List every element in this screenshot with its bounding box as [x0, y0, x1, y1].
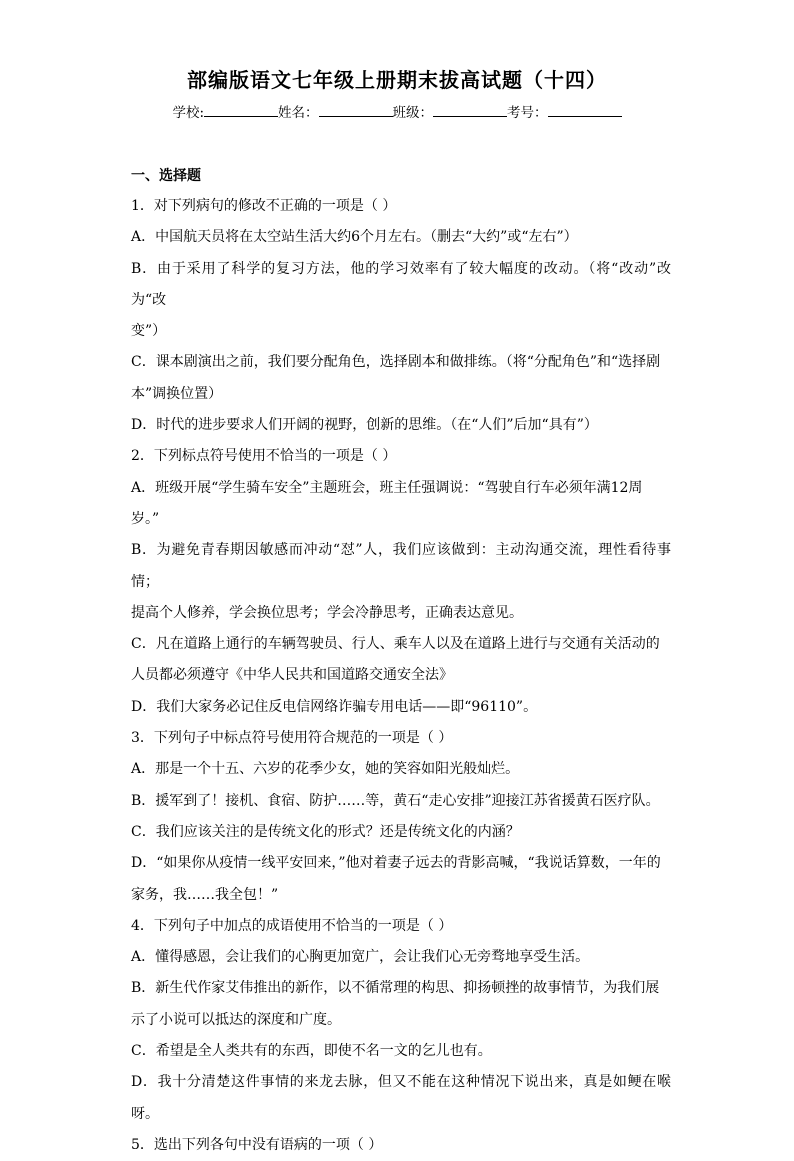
student-info-line	[0, 101, 794, 123]
section-title: 一、选择题	[131, 168, 201, 184]
school-blank[interactable]	[204, 101, 278, 117]
exam-no-blank[interactable]	[548, 101, 622, 117]
name-label: 姓名：	[278, 105, 319, 121]
question-4-stem: 4．下列句子中加点的成语使用不恰当的一项是（ ）	[131, 917, 453, 934]
question-3-stem: 3．下列句子中标点符号使用符合规范的一项是（ ）	[131, 730, 453, 747]
name-blank[interactable]	[319, 101, 393, 117]
class-blank[interactable]	[433, 101, 507, 117]
question-2-option-a: A．班级开展“学生骑车安全”主题班会，班主任强调说：“驾驶自行车必须年满12周 岁。”	[131, 479, 643, 527]
question-1-option-b: B．由于采用了科学的复习方法，他的学习效率有了较大幅度的改动。（将“改动”改为“改 变”）	[131, 260, 671, 340]
question-1-option-d: D．时代的进步要求人们开阔的视野，创新的思维。（在“人们”后加“具有”）	[131, 417, 598, 434]
question-4-option-a: A．懂得感恩，会让我们的心胸更加宽广，会让我们心无旁骛地享受生活。	[131, 949, 590, 966]
question-2-option-c: C．凡在道路上通行的车辆驾驶员、行人、乘车人以及在道路上进行与交通有关活动的 人员都必须遵守《中华人民共和国道路交通安全法》	[131, 636, 660, 684]
question-4-option-b: B．新生代作家艾伟推出的新作，以不循常理的构思、抑扬顿挫的故事情节，为我们展 示了小说可以抵达的深度和广度。	[131, 980, 660, 1028]
exam-content	[131, 162, 671, 1161]
question-1-option-c: C．课本剧演出之前，我们要分配角色，选择剧本和做排练。（将“分配角色”和“选择剧 本”调换位置）	[131, 354, 661, 402]
question-1-stem: 1．对下列病句的修改不正确的一项是（ ）	[131, 198, 397, 214]
question-3-option-c: C．我们应该关注的是传统文化的形式？还是传统文化的内涵？	[131, 823, 520, 840]
question-5-stem: 5．选出下列各句中没有语病的一项（ ）	[131, 1136, 383, 1153]
page-title: 部编版语文七年级上册期末拔高试题（十四）	[187, 68, 607, 92]
question-4-option-c: C．希望是全人类共有的东西，即使不名一文的乞儿也有。	[131, 1043, 492, 1060]
question-2-stem: 2．下列标点符号使用不恰当的一项是（ ）	[131, 448, 397, 465]
class-label: 班级：	[392, 105, 434, 121]
exam-no-label: 考号：	[507, 105, 548, 121]
question-2-option-d: D．我们大家务必记住反电信网络诈骗专用电话——即“96110”。	[131, 698, 538, 715]
question-3-option-a: A．那是一个十五、六岁的花季少女，她的笑容如阳光般灿烂。	[131, 761, 520, 778]
question-2-option-b: B．为避免青春期因敏感而冲动“怼”人，我们应该做到：主动沟通交流，理性看待事情； 提高个人修养，学会换位思考；学会冷静思考，正确表达意见。	[131, 542, 671, 621]
question-1-option-a: A．中国航天员将在太空站生活大约6个月左右。（删去“大约”或“左右”）	[131, 229, 578, 246]
question-3-option-d: D．“如果你从疫情一线平安回来，”他对着妻子远去的背影高喊，“我说话算数，一年的 家务，我……我全包！”	[131, 855, 661, 903]
school-label: 学校:	[172, 105, 205, 121]
question-3-option-b: B．援军到了！接机、食宿、防护……等，黄石“走心安排”迎接江苏省援黄石医疗队。	[131, 792, 660, 809]
question-4-option-d: D．我十分清楚这件事情的来龙去脉，但又不能在这种情况下说出来，真是如鲠在喉呀。	[131, 1074, 671, 1122]
